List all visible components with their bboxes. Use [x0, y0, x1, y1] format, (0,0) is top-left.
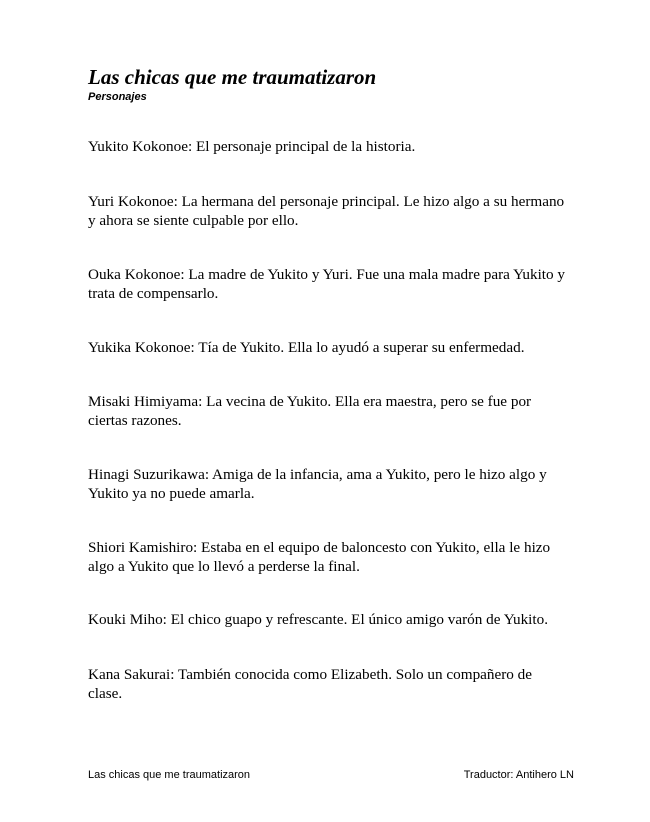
character-entry: Ouka Kokonoe: La madre de Yukito y Yuri. Fue una mala madre para Yukito y trata de compensarlo.	[88, 266, 566, 302]
character-entry: Hinagi Suzurikawa: Amiga de la infancia, ama a Yukito, pero le hizo algo y Yukito ya no puede amarla.	[88, 466, 547, 502]
character-entry: Shiori Kamishiro: Estaba en el equipo de baloncesto con Yukito, ella le hizo algo a Yukito que lo llevó a perderse la final.	[88, 539, 551, 575]
character-entry: Yukito Kokonoe: El personaje principal de la historia.	[88, 138, 416, 155]
footer-translator: Traductor: Antihero LN	[463, 769, 574, 781]
document-subtitle: Personajes	[88, 91, 147, 103]
character-entry: Yukika Kokonoe: Tía de Yukito. Ella lo ayudó a superar su enfermedad.	[88, 339, 525, 356]
character-entry: Kouki Miho: El chico guapo y refrescante. El único amigo varón de Yukito.	[88, 611, 549, 628]
character-entry: Kana Sakurai: También conocida como Elizabeth. Solo un compañero de clase.	[88, 666, 533, 702]
character-entry: Yuri Kokonoe: La hermana del personaje principal. Le hizo algo a su hermano y ahora se siente culpable por ello.	[88, 193, 565, 229]
document-title: Las chicas que me traumatizaron	[88, 65, 377, 89]
character-entry: Misaki Himiyama: La vecina de Yukito. Ella era maestra, pero se fue por ciertas razones.	[88, 393, 532, 429]
footer-title: Las chicas que me traumatizaron	[88, 769, 251, 781]
